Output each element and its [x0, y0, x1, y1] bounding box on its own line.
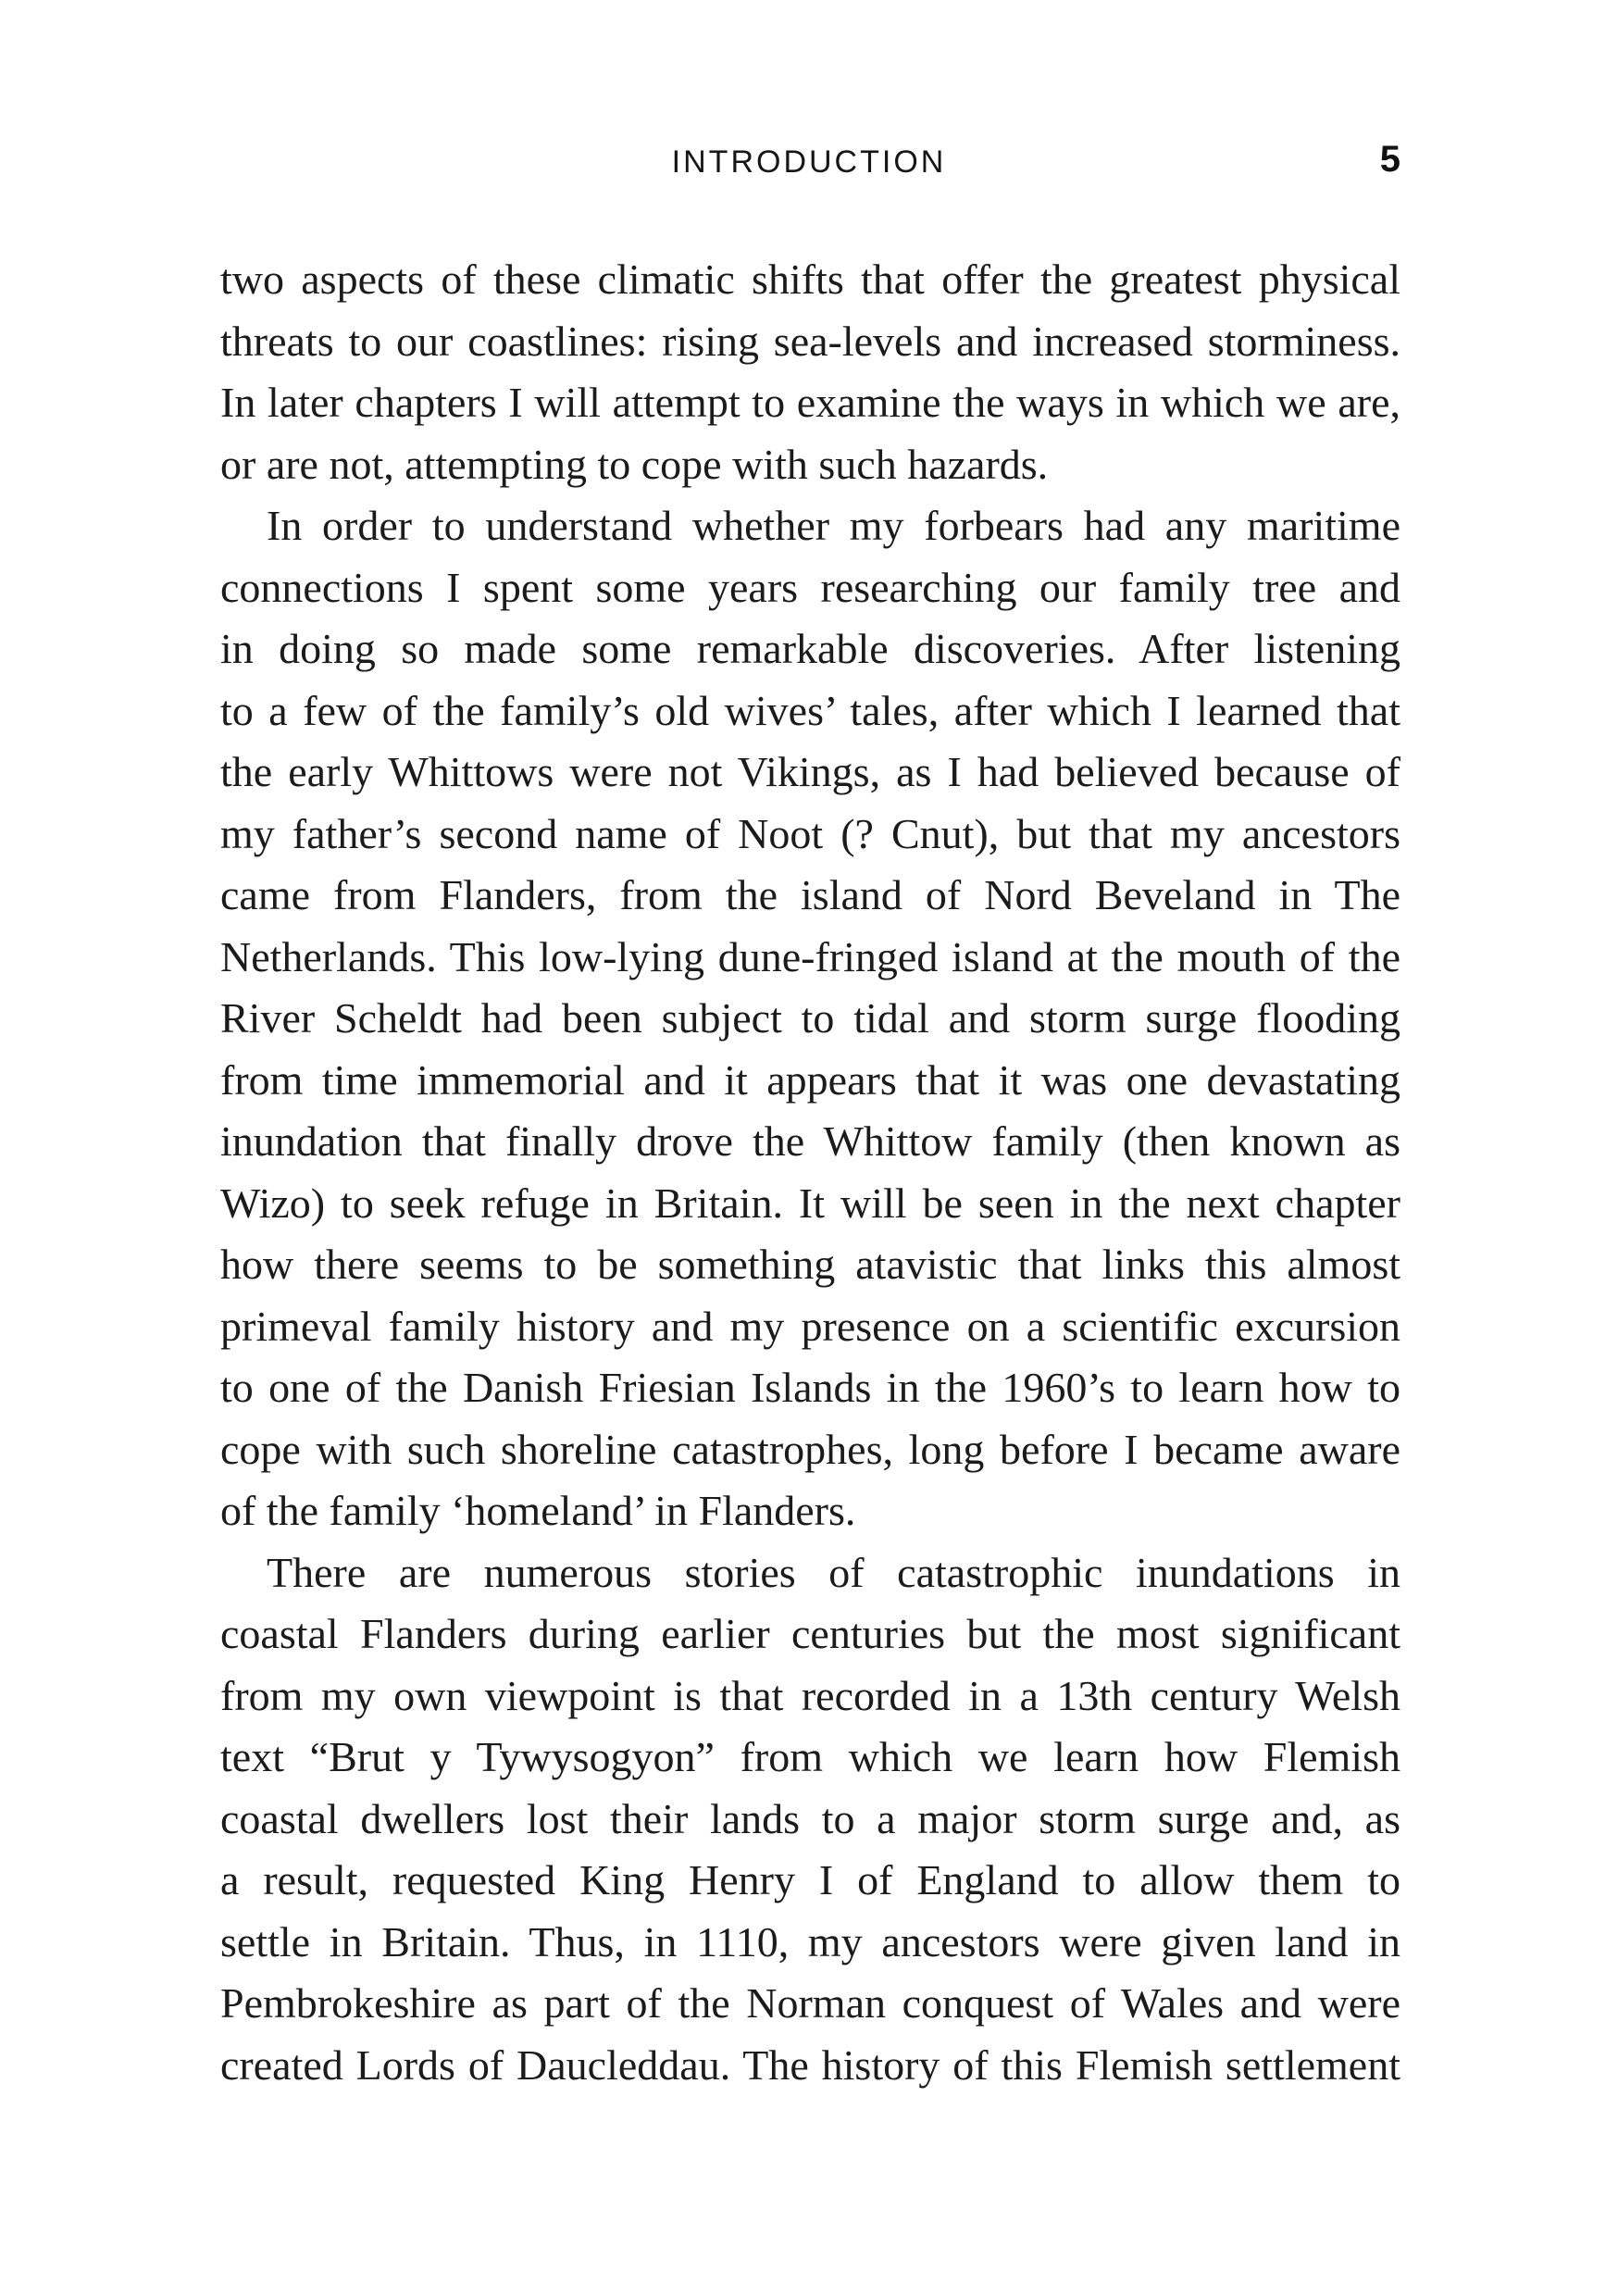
text-line: from my own viewpoint is that recorded in a 13th century Welsh [220, 1671, 1400, 1719]
text-line: inundation that finally drove the Whittow family (then known as [220, 1117, 1400, 1165]
text-line: the early Whittows were not Vikings, as I had believed because of [220, 748, 1400, 795]
text-line: in doing so made some remarkable discoveries. After listening [220, 625, 1400, 672]
text-line: cope with such shoreline catastrophes, long before I became aware [220, 1425, 1400, 1473]
text-line: Wizo) to seek refuge in Britain. It will be seen in the next chapter [220, 1179, 1400, 1227]
text-line: Netherlands. This low-lying dune-fringed island at the mouth of the [220, 932, 1400, 980]
page-number: 5 [1379, 139, 1400, 180]
text-line: or are not, attempting to cope with such hazards. [220, 440, 1049, 488]
text-line: a result, requested King Henry I of England to allow them to [220, 1856, 1400, 1903]
text-line: my father’s second name of Noot (? Cnut), but that my ancestors [220, 809, 1400, 857]
text-line: text “Brut y Tywysogyon” from which we learn how Flemish [220, 1733, 1400, 1780]
paragraph [220, 249, 1400, 495]
text-line: settle in Britain. Thus, in 1110, my ancestors were given land in [220, 1917, 1400, 1965]
text-line: River Scheldt had been subject to tidal and storm surge flooding [220, 994, 1400, 1042]
text-line: primeval family history and my presence on a scientific excursion [220, 1302, 1400, 1350]
text-line: came from Flanders, from the island of Nord Beveland in The [220, 871, 1400, 918]
text-line: In later chapters I will attempt to examine the ways in which we are, [220, 379, 1400, 426]
text-line: of the family ‘homeland’ in Flanders. [220, 1487, 856, 1534]
text-line: how there seems to be something atavistic that links this almost [220, 1241, 1400, 1288]
text-line: to a few of the family’s old wives’ tales, after which I learned that [220, 686, 1400, 734]
text-line: In order to understand whether my forbears had any maritime [267, 502, 1400, 549]
text-line: coastal Flanders during earlier centuries but the most significant [220, 1610, 1400, 1657]
text-line: created Lords of Daucleddau. The history of this Flemish settlement [220, 2040, 1400, 2089]
body-text [220, 249, 1400, 2096]
text-line: Pembrokeshire as part of the Norman conquest of Wales and were [220, 1979, 1400, 2027]
text-line: from time immemorial and it appears that it was one devastating [220, 1055, 1400, 1104]
paragraph [220, 1542, 1400, 2097]
text-line: two aspects of these climatic shifts that offer the greatest physical [220, 256, 1400, 303]
paragraph [220, 495, 1400, 1542]
running-header-title: INTRODUCTION [671, 144, 947, 180]
text-line: threats to our coastlines: rising sea-levels and increased storminess. [220, 317, 1400, 365]
text-line: to one of the Danish Friesian Islands in the 1960’s to learn how to [220, 1364, 1400, 1411]
text-line: coastal dwellers lost their lands to a major storm surge and, as [220, 1794, 1400, 1842]
text-line: There are numerous stories of catastrophic inundations in [267, 1548, 1400, 1596]
text-line: connections I spent some years researching our family tree and [220, 563, 1400, 611]
running-header [0, 0, 1618, 213]
